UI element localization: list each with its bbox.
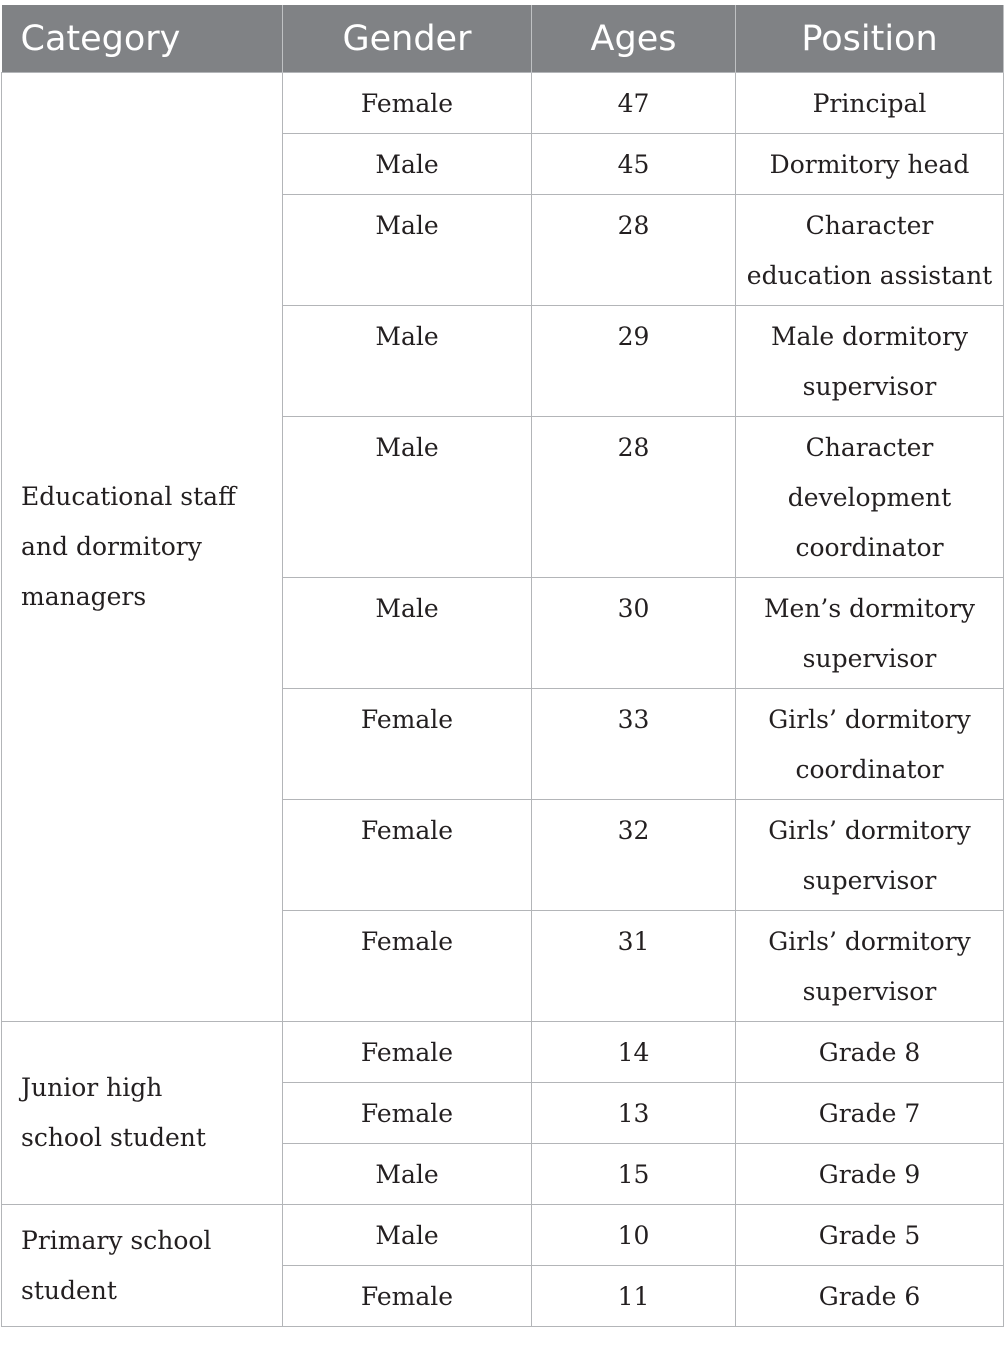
- position-cell-text: Character education assistant: [746, 211, 993, 290]
- age-cell: [532, 1022, 736, 1083]
- gender-cell-text: Male: [375, 150, 439, 179]
- position-cell: [736, 1144, 1004, 1205]
- position-cell-text: Dormitory head: [769, 150, 970, 179]
- position-cell-text: Character development coordinator: [787, 433, 952, 562]
- position-cell-text: Grade 5: [818, 1221, 921, 1250]
- position-cell: [736, 1266, 1004, 1327]
- position-cell: [736, 134, 1004, 195]
- category-cell: [2, 1022, 283, 1205]
- age-cell-text: 33: [617, 705, 650, 734]
- age-cell: [532, 1266, 736, 1327]
- table-row: [2, 73, 1004, 134]
- gender-cell-text: Female: [360, 927, 454, 956]
- position-cell-text: Grade 9: [818, 1160, 921, 1189]
- age-cell-text: 32: [617, 816, 650, 845]
- table-header: [2, 5, 1004, 73]
- position-cell-text: Grade 6: [818, 1282, 921, 1311]
- position-cell: [736, 1083, 1004, 1144]
- position-cell-text: Grade 7: [818, 1099, 921, 1128]
- position-cell-text: Male dormitory supervisor: [770, 322, 969, 401]
- gender-cell: [283, 1022, 532, 1083]
- age-cell: [532, 1205, 736, 1266]
- position-cell: [736, 1022, 1004, 1083]
- gender-cell: [283, 1144, 532, 1205]
- position-cell: [736, 689, 1004, 800]
- gender-cell-text: Female: [360, 816, 454, 845]
- participants-table: [1, 5, 1004, 1327]
- gender-cell: [283, 1205, 532, 1266]
- age-cell-text: 14: [617, 1038, 650, 1067]
- category-label: Junior high school student: [21, 1073, 206, 1152]
- header-ages: Ages: [532, 5, 736, 73]
- position-cell: [736, 800, 1004, 911]
- age-cell-text: 15: [617, 1160, 650, 1189]
- position-cell: [736, 306, 1004, 417]
- gender-cell-text: Female: [360, 1038, 454, 1067]
- age-cell-text: 47: [617, 89, 650, 118]
- gender-cell-text: Female: [360, 705, 454, 734]
- gender-cell-text: Female: [360, 1099, 454, 1128]
- age-cell-text: 28: [617, 211, 650, 240]
- category-cell: [2, 1205, 283, 1327]
- position-cell: [736, 417, 1004, 578]
- gender-cell: [283, 1083, 532, 1144]
- gender-cell: [283, 800, 532, 911]
- header-gender: Gender: [283, 5, 532, 73]
- gender-cell: [283, 417, 532, 578]
- gender-cell-text: Female: [360, 89, 454, 118]
- age-cell: [532, 195, 736, 306]
- age-cell: [532, 134, 736, 195]
- gender-cell-text: Male: [375, 1221, 439, 1250]
- gender-cell: [283, 1266, 532, 1327]
- table-row: [2, 1022, 1004, 1083]
- table-body: [2, 73, 1004, 1327]
- header-position: Position: [736, 5, 1004, 73]
- age-cell-text: 13: [617, 1099, 650, 1128]
- position-cell-text: Grade 8: [818, 1038, 921, 1067]
- position-cell-text: Principal: [812, 89, 927, 118]
- gender-cell: [283, 911, 532, 1022]
- age-cell: [532, 1083, 736, 1144]
- gender-cell-text: Female: [360, 1282, 454, 1311]
- gender-cell-text: Male: [375, 433, 439, 462]
- age-cell: [532, 73, 736, 134]
- age-cell-text: 11: [617, 1282, 650, 1311]
- age-cell-text: 10: [617, 1221, 650, 1250]
- category-label: Primary school student: [21, 1225, 212, 1305]
- gender-cell: [283, 689, 532, 800]
- age-cell: [532, 1144, 736, 1205]
- age-cell: [532, 911, 736, 1022]
- position-cell-text: Girls’ dormitory supervisor: [768, 816, 971, 895]
- position-cell: [736, 911, 1004, 1022]
- gender-cell: [283, 306, 532, 417]
- age-cell-text: 31: [617, 927, 650, 956]
- position-cell: [736, 195, 1004, 306]
- gender-cell-text: Male: [375, 1160, 439, 1189]
- gender-cell-text: Male: [375, 322, 439, 351]
- age-cell: [532, 306, 736, 417]
- age-cell: [532, 578, 736, 689]
- gender-cell: [283, 578, 532, 689]
- category-label: Educational staff and dormitory managers: [21, 482, 236, 611]
- age-cell-text: 30: [617, 594, 650, 623]
- table-row: [2, 1205, 1004, 1266]
- gender-cell: [283, 195, 532, 306]
- age-cell-text: 28: [617, 433, 650, 462]
- age-cell: [532, 417, 736, 578]
- position-cell: [736, 1205, 1004, 1266]
- gender-cell-text: Male: [375, 211, 439, 240]
- position-cell: [736, 578, 1004, 689]
- category-cell: [2, 73, 283, 1022]
- gender-cell: [283, 134, 532, 195]
- age-cell-text: 29: [617, 322, 650, 351]
- age-cell: [532, 689, 736, 800]
- position-cell-text: Girls’ dormitory coordinator: [768, 705, 971, 784]
- header-category: Category: [2, 5, 283, 73]
- age-cell-text: 45: [617, 150, 650, 179]
- position-cell: [736, 73, 1004, 134]
- gender-cell-text: Male: [375, 594, 439, 623]
- position-cell-text: Men’s dormitory supervisor: [763, 594, 976, 673]
- header-row: [2, 5, 1004, 73]
- position-cell-text: Girls’ dormitory supervisor: [768, 927, 971, 1006]
- age-cell: [532, 800, 736, 911]
- gender-cell: [283, 73, 532, 134]
